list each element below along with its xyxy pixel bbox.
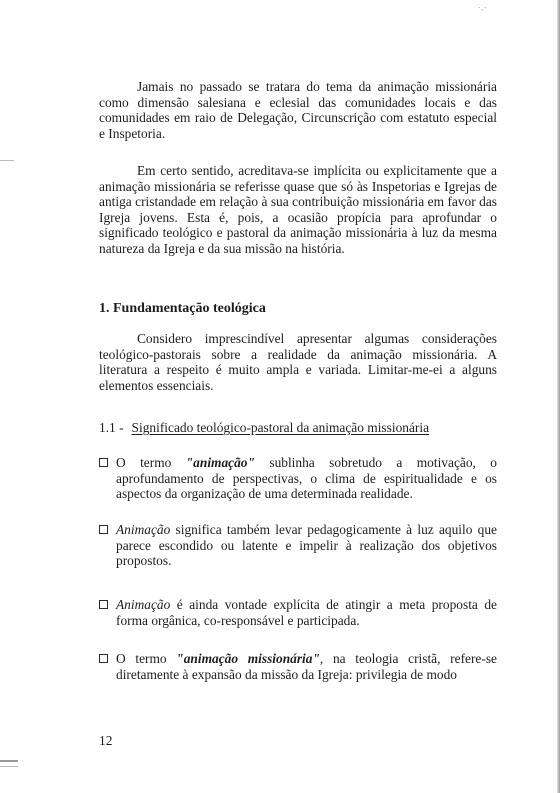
paragraph-text: Em certo sentido, acreditava-se implícita ou explicitamente que a animação missionária se referisse quase que só às Inspetorias e Igrejas de antiga cristandade em relação à sua contribuição missionária em favor das Igreja jovens. Esta é, pois, a ocasião propícia para aprofundar o significado teológico e pastoral da animação missionária à luz da mesma natureza da Igreja e da sua missão na história. xyxy=(99,163,497,256)
paragraph-text: Considero imprescindível apresentar algumas considerações teológico-pastorais sobre a realidade da animação missionária. A literatura a respeito é muito ampla e variada. Limitar-me-ei a alguns elementos essenciais. xyxy=(99,331,497,393)
checkbox-list-item xyxy=(99,522,497,569)
page-number: 12 xyxy=(99,733,113,748)
list-item-text: Animação significa também levar pedagogicamente à luz aquilo que parece escondido ou latente e impelir à realização dos objetivos propostos. xyxy=(116,522,497,569)
section-intro xyxy=(99,331,497,393)
emphasis: "animação missionária" xyxy=(176,651,320,666)
checkbox-list-item xyxy=(99,651,497,682)
list-item-text: O termo "animação missionária", na teologia cristã, refere-se diretamente à expansão da missão da Igreja: privilegia de modo xyxy=(116,651,497,682)
emphasis: Animação xyxy=(116,522,171,537)
subsection-title: Significado teológico-pastoral da animação missionária xyxy=(131,420,430,435)
paragraph-text: Jamais no passado se tratara do tema da animação missionária como dimensão salesiana e eclesial das comunidades locais e das comunidades em raio de Delegação, Circunscrição com estatuto especial e Inspetoria. xyxy=(99,79,497,141)
corner-mark: ·,· xyxy=(478,4,488,12)
scan-mark xyxy=(0,760,18,762)
scan-mark xyxy=(0,160,14,161)
section-heading: 1. Fundamentação teológica xyxy=(99,301,266,316)
checkbox-square-icon xyxy=(99,458,108,467)
checkbox-square-icon xyxy=(99,525,108,534)
subsection-number: 1.1 - xyxy=(99,420,124,435)
list-item-text: Animação é ainda vontade explícita de atingir a meta proposta de forma orgânica, co-responsável e participada. xyxy=(116,597,497,628)
scan-mark xyxy=(0,766,18,767)
checkbox-square-icon xyxy=(99,600,108,609)
subsection-heading xyxy=(99,420,429,436)
checkbox-square-icon xyxy=(99,654,108,663)
emphasis: Animação xyxy=(116,597,171,612)
checkbox-list-item xyxy=(99,455,497,502)
paragraph-1 xyxy=(99,79,497,141)
list-item-text: O termo "animação" sublinha sobretudo a motivação, o aprofundamento de perspectivas, o clima de espiritualidade e os aspectos da organização de uma determinada realidade. xyxy=(116,455,497,502)
paragraph-2 xyxy=(99,163,497,257)
checkbox-list-item xyxy=(99,597,497,628)
emphasis: "animação" xyxy=(185,455,255,470)
